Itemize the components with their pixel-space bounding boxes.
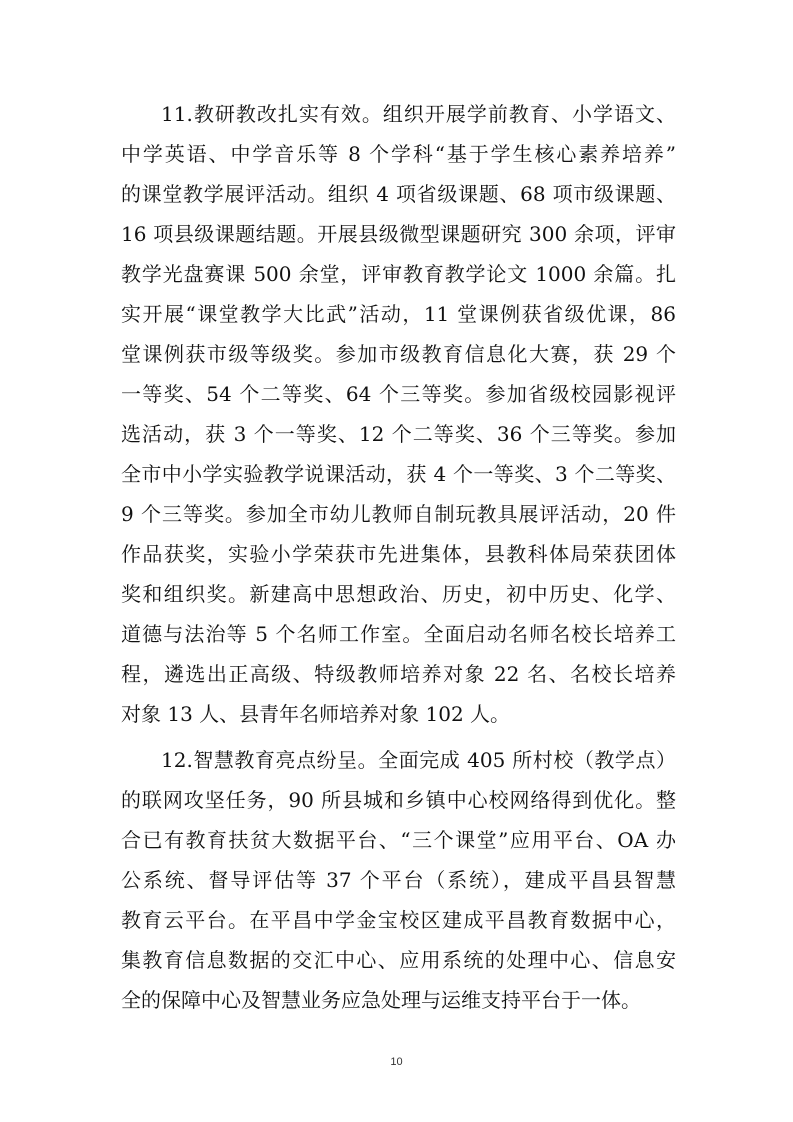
- paragraph-12-line: 12.智慧教育亮点纷呈。全面完成 405 所村校（教学点）: [161, 748, 676, 772]
- paragraph-11-line: 中学英语、中学音乐等 8 个学科“基于学生核心素养培养”: [121, 142, 676, 166]
- paragraph-11-line: 程，遴选出正高级、特级教师培养对象 22 名、名校长培养: [121, 662, 676, 686]
- paragraph-11-line: 教学光盘赛课 500 余堂，评审教育教学论文 1000 余篇。扎: [121, 262, 676, 286]
- paragraph-11-line: 9 个三等奖。参加全市幼儿教师自制玩教具展评活动，20 件: [121, 502, 676, 526]
- paragraph-11-line: 11.教研教改扎实有效。组织开展学前教育、小学语文、: [161, 102, 676, 126]
- paragraph-11-line: 16 项县级课题结题。开展县级微型课题研究 300 余项，评审: [121, 222, 676, 246]
- paragraph-11-line: 一等奖、54 个二等奖、64 个三等奖。参加省级校园影视评: [121, 382, 676, 406]
- paragraph-12-line: 合已有教育扶贫大数据平台、“三个课堂”应用平台、OA 办: [121, 828, 676, 852]
- paragraph-12-line: 集教育信息数据的交汇中心、应用系统的处理中心、信息安: [121, 948, 676, 972]
- paragraph-11-line: 选活动，获 3 个一等奖、12 个二等奖、36 个三等奖。参加: [121, 422, 676, 446]
- paragraph-11-line: 作品获奖，实验小学荣获市先进集体，县教科体局荣获团体: [121, 542, 676, 566]
- page-number: 10: [390, 1056, 403, 1068]
- paragraph-11-line: 的课堂教学展评活动。组织 4 项省级课题、68 项市级课题、: [121, 182, 676, 206]
- paragraph-12-line: 公系统、督导评估等 37 个平台（系统），建成平昌县智慧: [121, 868, 676, 892]
- paragraph-12-line: 的联网攻坚任务，90 所县城和乡镇中心校网络得到优化。整: [121, 788, 676, 812]
- paragraph-11-line: 对象 13 人、县青年名师培养对象 102 人。: [121, 702, 511, 726]
- paragraph-12-line: 教育云平台。在平昌中学金宝校区建成平昌教育数据中心，: [121, 908, 676, 932]
- paragraph-11-line: 奖和组织奖。新建高中思想政治、历史，初中历史、化学、: [121, 582, 676, 606]
- paragraph-11-line: 实开展“课堂教学大比武”活动，11 堂课例获省级优课，86: [121, 302, 676, 326]
- paragraph-12-line: 全的保障中心及智慧业务应急处理与运维支持平台于一体。: [121, 988, 641, 1012]
- body-text: [121, 94, 676, 1020]
- paragraph-11-line: 堂课例获市级等级奖。参加市级教育信息化大赛，获 29 个: [121, 342, 676, 366]
- paragraph-11-line: 道德与法治等 5 个名师工作室。全面启动名师名校长培养工: [121, 622, 676, 646]
- paragraph-11-line: 全市中小学实验教学说课活动，获 4 个一等奖、3 个二等奖、: [121, 462, 676, 486]
